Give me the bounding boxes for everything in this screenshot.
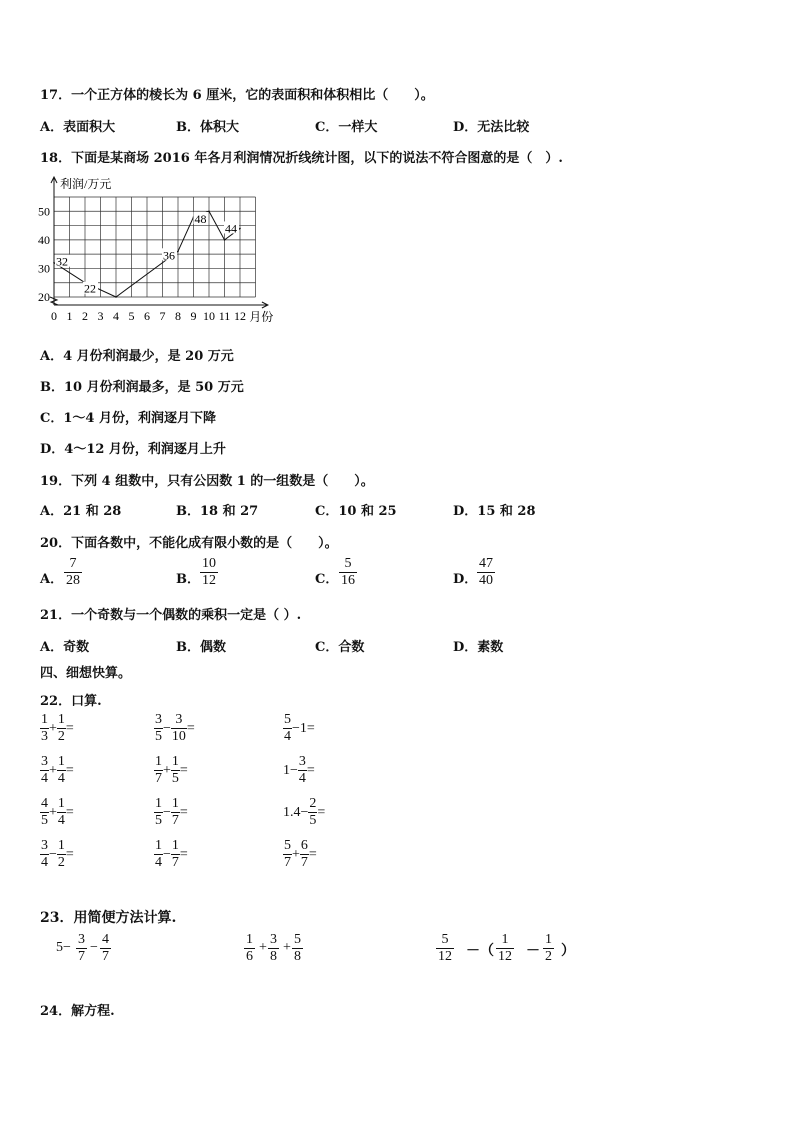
numerator: 3	[41, 838, 48, 853]
denominator: 2	[57, 855, 65, 870]
numerator: 1	[171, 838, 179, 853]
numerator: 1	[57, 754, 65, 769]
numerator: 5	[284, 838, 291, 853]
fraction	[154, 838, 163, 871]
numerator: 3	[41, 754, 48, 769]
q18-option-b: B．10 月份利润最多，是 50 万元	[40, 380, 244, 395]
denominator: 7	[155, 771, 162, 786]
operator: +	[259, 940, 267, 955]
denominator: 5	[309, 813, 317, 828]
fraction	[436, 932, 454, 965]
y-tick-label: 20	[38, 290, 50, 304]
fraction	[154, 754, 163, 787]
q17-option-c: C．一样大	[315, 120, 378, 135]
denominator: 7	[284, 855, 291, 870]
q18-option-d: D．4～12 月份，利润逐月上升	[40, 442, 226, 457]
denominator: 7	[171, 855, 179, 870]
x-tick-label: 6	[144, 309, 150, 323]
denominator: 3	[41, 729, 48, 744]
data-label: 36	[163, 248, 175, 263]
q21-option-c: C．合数	[315, 640, 365, 655]
fraction	[283, 838, 292, 871]
equals-sign: =	[179, 846, 188, 862]
numerator: 3	[155, 712, 162, 727]
operator: −	[49, 846, 57, 862]
fraction	[171, 754, 180, 787]
x-tick-label: 4	[113, 309, 119, 323]
fraction	[57, 796, 66, 829]
numerator: 3	[78, 932, 85, 947]
numerator: 1	[155, 754, 162, 769]
fraction	[40, 838, 49, 871]
data-point	[208, 210, 210, 212]
denominator: 4	[284, 729, 291, 744]
fraction	[154, 796, 163, 829]
fraction	[57, 838, 66, 871]
prefix: 1−	[283, 762, 298, 778]
numerator: 1	[41, 712, 48, 727]
x-tick-label: 8	[175, 309, 181, 323]
operator: −	[90, 940, 98, 955]
q19-option-a: A．21 和 28	[40, 504, 122, 519]
data-point	[224, 239, 226, 241]
x-tick-label: 3	[97, 309, 104, 323]
numerator: 3	[270, 932, 277, 947]
fraction	[40, 796, 49, 829]
oral-calc-item	[283, 838, 317, 871]
oral-calc-item	[283, 796, 325, 829]
operator: −1=	[292, 720, 315, 736]
oral-calc-item	[283, 754, 315, 787]
axis-break-icon	[50, 297, 58, 305]
y-axis-label: 利润/万元	[60, 177, 112, 191]
q20-stem: 20．下面各数中，不能化成有限小数的是（ ）。	[40, 536, 338, 551]
data-label: 48	[194, 212, 207, 226]
operator: +	[283, 940, 291, 955]
fraction	[543, 932, 554, 965]
q20-option-d-label: D．	[453, 572, 478, 587]
q19-option-d: D．15 和 28	[453, 504, 536, 519]
data-label: 32	[56, 254, 68, 269]
fraction	[57, 712, 66, 745]
q17-option-a: A．表面积大	[40, 120, 116, 135]
denominator: 16	[341, 573, 355, 588]
x-tick-label: 9	[190, 309, 197, 323]
fraction	[40, 754, 49, 787]
oral-calc-item	[154, 796, 188, 829]
denominator: 2	[545, 949, 552, 964]
q17-option-d: D．无法比较	[453, 120, 530, 135]
x-tick-label: 12	[234, 309, 246, 323]
q21-stem: 21．一个奇数与一个偶数的乘积一定是（ ）.	[40, 608, 302, 623]
oral-calc-item	[154, 754, 188, 787]
denominator: 12	[202, 573, 216, 588]
x-tick-label: 2	[82, 309, 88, 323]
denominator: 8	[294, 949, 301, 964]
denominator: 7	[300, 855, 308, 870]
q21-option-d: D．素数	[453, 640, 504, 655]
fraction	[298, 754, 307, 787]
equals-sign: =	[65, 720, 74, 736]
fraction	[171, 712, 187, 745]
oral-calc-item	[40, 838, 74, 871]
oral-calc-item	[40, 796, 74, 829]
denominator: 4	[155, 855, 162, 870]
fraction	[308, 796, 317, 829]
q20-option-b-fraction	[200, 556, 218, 589]
numerator: 5	[294, 932, 301, 947]
denominator: 40	[479, 573, 493, 588]
fraction	[300, 838, 309, 871]
fraction	[283, 712, 292, 745]
denominator: 4	[298, 771, 306, 786]
equals-sign: =	[306, 762, 315, 778]
equals-sign: =	[65, 762, 74, 778]
fraction	[171, 796, 180, 829]
numerator: 7	[69, 556, 77, 571]
q24-stem: 24．解方程.	[40, 1004, 115, 1019]
operator: +	[49, 804, 57, 820]
operator: +	[163, 762, 171, 778]
q20-option-a-fraction	[64, 556, 82, 589]
fraction	[268, 932, 279, 965]
q19-option-b: B．18 和 27	[176, 504, 259, 519]
numerator: 1	[171, 796, 179, 811]
profit-line-chart	[34, 172, 294, 330]
data-point	[115, 296, 117, 298]
equals-sign: =	[179, 804, 188, 820]
denominator: 4	[57, 771, 65, 786]
numerator: 1	[57, 838, 65, 853]
operator: －	[526, 944, 540, 959]
numerator: 4	[41, 796, 48, 811]
numerator: 1	[171, 754, 179, 769]
y-tick-label: 50	[38, 204, 50, 219]
x-tick-label: 10	[203, 309, 215, 323]
q17-option-b: B．体积大	[176, 120, 239, 135]
denominator: 5	[41, 813, 48, 828]
fraction	[292, 932, 303, 965]
denominator: 2	[57, 729, 65, 744]
oral-calc-item	[40, 712, 74, 745]
denominator: 28	[66, 573, 80, 588]
denominator: 4	[41, 771, 48, 786]
prefix: 1.4−	[283, 804, 309, 820]
denominator: 12	[438, 949, 452, 964]
numerator: 6	[300, 838, 308, 853]
operator: +	[49, 720, 57, 736]
numerator: 10	[202, 556, 216, 571]
numerator: 47	[479, 556, 493, 571]
x-tick-label: 11	[218, 309, 231, 323]
denominator: 5	[155, 729, 162, 744]
denominator: 12	[498, 949, 512, 964]
q19-option-c: C．10 和 25	[315, 504, 397, 519]
denominator: 10	[171, 729, 186, 744]
data-label: 44	[225, 221, 237, 236]
q20-option-b-label: B．	[176, 572, 200, 587]
denominator: 7	[171, 813, 179, 828]
numerator: 5	[284, 712, 291, 727]
oral-calc-item	[154, 712, 195, 745]
q21-option-b: B．偶数	[176, 640, 226, 655]
denominator: 4	[57, 813, 65, 828]
y-tick-label: 40	[38, 232, 50, 247]
data-point	[177, 250, 179, 252]
fraction	[244, 932, 255, 965]
fraction	[100, 932, 111, 965]
close-paren: ）	[561, 944, 575, 959]
x-tick-label: 7	[159, 309, 166, 323]
equals-sign: =	[186, 720, 195, 736]
numerator: 3	[298, 754, 306, 769]
x-tick-label: 5	[128, 309, 135, 323]
q21-option-a: A．奇数	[40, 640, 90, 655]
operator: −	[163, 804, 171, 820]
numerator: 1	[155, 838, 162, 853]
q20-option-d-fraction	[477, 556, 495, 589]
denominator: 4	[41, 855, 48, 870]
equals-sign: =	[308, 846, 317, 862]
fraction	[76, 932, 87, 965]
numerator: 1	[57, 796, 65, 811]
section-heading: 四、细想快算。	[40, 666, 132, 681]
oral-calc-item	[283, 712, 315, 745]
numerator: 1	[246, 932, 253, 947]
denominator: 7	[78, 949, 85, 964]
fraction	[40, 712, 49, 745]
prefix: 5−	[56, 940, 71, 955]
numerator: 2	[309, 796, 317, 811]
numerator: 5	[344, 556, 352, 571]
q18-option-c: C．1～4 月份，利润逐月下降	[40, 411, 216, 426]
q18-stem: 18．下面是某商场 2016 年各月利润情况折线统计图，以下的说法不符合图意的是（ ）.	[40, 151, 563, 166]
data-point	[53, 262, 55, 264]
q18-option-a: A．4 月份利润最少，是 20 万元	[40, 349, 234, 364]
operator: +	[292, 846, 300, 862]
data-point	[239, 228, 241, 230]
operator: =	[317, 804, 326, 820]
operator: −	[163, 846, 171, 862]
numerator: 4	[102, 932, 109, 947]
numerator: 1	[545, 932, 552, 947]
q23-stem: 23．用简便方法计算.	[40, 910, 177, 926]
x-tick-label: 0	[51, 309, 57, 323]
denominator: 6	[246, 949, 253, 964]
denominator: 5	[155, 813, 162, 828]
x-tick-label: 1	[66, 309, 73, 323]
operator: －（	[466, 944, 494, 959]
q20-option-c-label: C．	[315, 572, 339, 587]
operator: −	[163, 720, 171, 736]
q22-stem: 22．口算.	[40, 694, 102, 709]
equals-sign: =	[179, 762, 188, 778]
denominator: 5	[171, 771, 179, 786]
q17-stem: 17．一个正方体的棱长为 6 厘米，它的表面积和体积相比（ ）。	[40, 88, 434, 103]
numerator: 1	[155, 796, 162, 811]
fraction	[171, 838, 180, 871]
oral-calc-item	[40, 754, 74, 787]
numerator: 3	[175, 712, 183, 727]
fraction	[154, 712, 163, 745]
fraction	[496, 932, 514, 965]
q19-stem: 19．下列 4 组数中，只有公因数 1 的一组数是（ ）。	[40, 474, 374, 489]
numerator: 1	[57, 712, 65, 727]
fraction	[57, 754, 66, 787]
numerator: 1	[501, 932, 509, 947]
q20-option-a-label: A．	[40, 572, 64, 587]
numerator: 5	[441, 932, 449, 947]
data-label: 22	[84, 281, 96, 296]
equals-sign: =	[65, 846, 74, 862]
y-tick-label: 30	[38, 261, 50, 276]
denominator: 8	[270, 949, 277, 964]
denominator: 7	[102, 949, 109, 964]
q20-option-c-fraction	[339, 556, 357, 589]
oral-calc-item	[154, 838, 188, 871]
x-axis-label: 月份	[249, 310, 274, 324]
equals-sign: =	[65, 804, 74, 820]
operator: +	[49, 762, 57, 778]
